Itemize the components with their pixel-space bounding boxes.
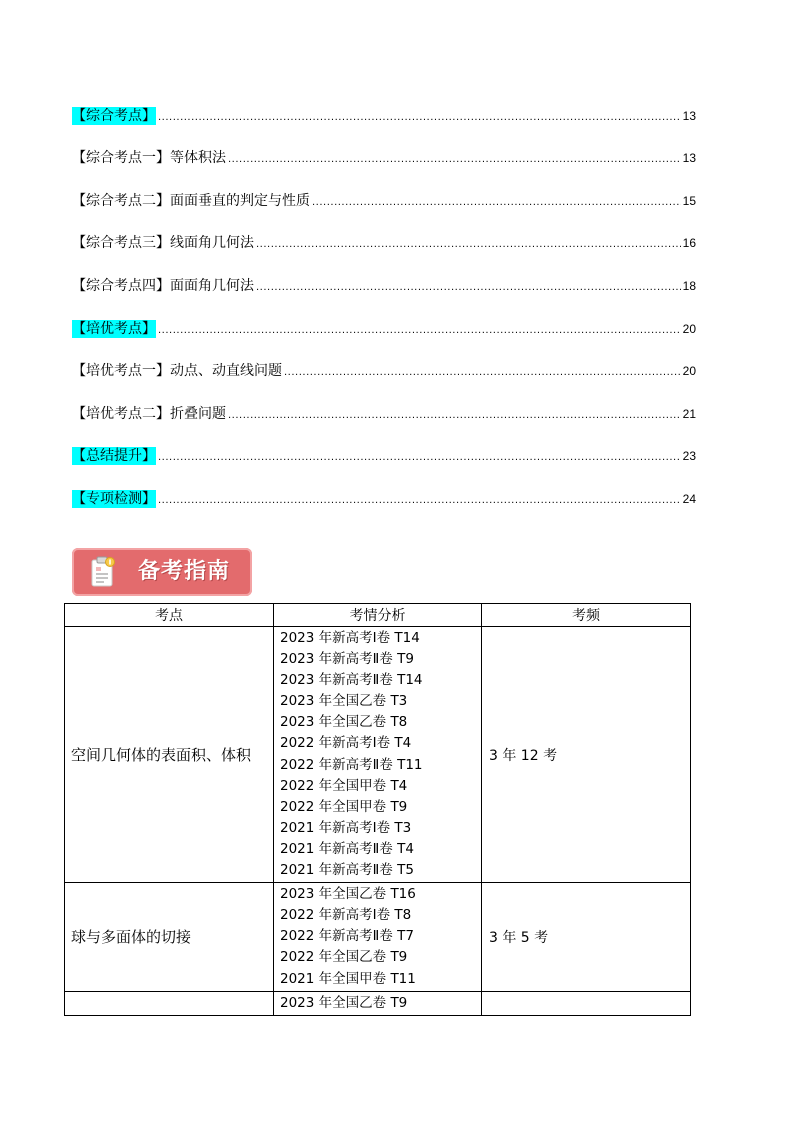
analysis-item: 2021 年新高考Ⅰ卷 T3 — [280, 819, 412, 836]
toc-entry-page: 24 — [682, 491, 696, 506]
toc-entry-page: 23 — [682, 449, 696, 464]
toc-leader-dots — [158, 111, 681, 125]
toc-entry-label[interactable]: 【综合考点四】面面角几何法 — [72, 277, 254, 294]
table-row — [65, 883, 691, 991]
toc-leader-dots — [228, 153, 681, 167]
topic-cell: 空间几何体的表面积、体积 — [65, 627, 274, 883]
analysis-item: 2022 年全国甲卷 T9 — [280, 798, 408, 815]
toc-entry[interactable] — [72, 477, 696, 520]
toc-entry-label[interactable]: 【专项检测】 — [72, 490, 156, 507]
toc-entry[interactable] — [72, 350, 696, 393]
toc-entry[interactable] — [72, 179, 696, 222]
toc-entry[interactable] — [72, 435, 696, 478]
analysis-item: 2022 年新高考Ⅱ卷 T7 — [280, 928, 414, 945]
toc-entry[interactable] — [72, 264, 696, 307]
banner-title: 备考指南 — [138, 559, 231, 584]
section-banner — [72, 548, 252, 596]
analysis-item: 2023 年新高考Ⅱ卷 T14 — [280, 672, 423, 689]
toc-entry-page: 18 — [682, 278, 696, 293]
analysis-item: 2021 年新高考Ⅱ卷 T4 — [280, 840, 414, 857]
toc-leader-dots — [228, 409, 681, 423]
table-header-row — [65, 604, 691, 627]
toc-entry-page: 20 — [682, 364, 696, 379]
analysis-item: 2022 年全国甲卷 T4 — [280, 777, 408, 794]
toc-leader-dots — [158, 451, 681, 465]
toc-entry[interactable] — [72, 222, 696, 265]
toc-entry[interactable] — [72, 307, 696, 350]
toc-entry-label[interactable]: 【综合考点】 — [72, 107, 156, 124]
toc-entry-label[interactable]: 【综合考点一】等体积法 — [72, 150, 226, 167]
toc-leader-dots — [158, 494, 681, 508]
analysis-item: 2023 年全国乙卷 T16 — [280, 886, 416, 903]
header-topic: 考点 — [65, 604, 274, 627]
topic-cell — [65, 991, 274, 1015]
clipboard-icon — [90, 556, 116, 588]
analysis-item: 2023 年全国乙卷 T3 — [280, 693, 408, 710]
toc-entry-label[interactable]: 【总结提升】 — [72, 448, 156, 465]
toc-entry-label[interactable]: 【培优考点一】动点、动直线问题 — [72, 363, 282, 380]
frequency-cell: 3 年 5 考 — [482, 883, 691, 991]
toc-entry-page: 16 — [682, 236, 696, 251]
toc-entry[interactable] — [72, 137, 696, 180]
toc-entry[interactable] — [72, 392, 696, 435]
analysis-item: 2022 年全国乙卷 T9 — [280, 949, 408, 966]
toc-leader-dots — [256, 238, 681, 252]
toc-entry-page: 13 — [682, 151, 696, 166]
analysis-cell — [274, 627, 482, 883]
analysis-item: 2023 年全国乙卷 T8 — [280, 714, 408, 731]
topic-cell: 球与多面体的切接 — [65, 883, 274, 991]
toc-entry-label[interactable]: 【培优考点二】折叠问题 — [72, 405, 226, 422]
analysis-item: 2022 年新高考Ⅰ卷 T4 — [280, 735, 412, 752]
table-of-contents — [72, 94, 696, 520]
toc-entry-label[interactable]: 【培优考点】 — [72, 320, 156, 337]
toc-entry-page: 15 — [682, 193, 696, 208]
analysis-item: 2023 年新高考Ⅱ卷 T9 — [280, 651, 414, 668]
analysis-item: 2022 年新高考Ⅱ卷 T11 — [280, 756, 423, 773]
analysis-item: 2021 年新高考Ⅱ卷 T5 — [280, 862, 414, 879]
toc-entry-page: 13 — [682, 108, 696, 123]
header-frequency: 考频 — [482, 604, 691, 627]
toc-leader-dots — [158, 324, 681, 338]
frequency-cell: 3 年 12 考 — [482, 627, 691, 883]
exam-analysis-table — [64, 603, 691, 1016]
toc-leader-dots — [256, 281, 681, 295]
toc-entry[interactable] — [72, 94, 696, 137]
table-row — [65, 991, 691, 1015]
analysis-item: 2021 年全国甲卷 T11 — [280, 970, 416, 987]
toc-leader-dots — [284, 366, 681, 380]
toc-leader-dots — [312, 196, 681, 210]
toc-entry-page: 20 — [682, 321, 696, 336]
frequency-cell — [482, 991, 691, 1015]
analysis-cell — [274, 991, 482, 1015]
analysis-cell — [274, 883, 482, 991]
toc-entry-page: 21 — [682, 406, 696, 421]
toc-entry-label[interactable]: 【综合考点三】线面角几何法 — [72, 235, 254, 252]
table-row — [65, 627, 691, 883]
analysis-item: 2023 年全国乙卷 T9 — [280, 994, 408, 1011]
header-analysis: 考情分析 — [274, 604, 482, 627]
analysis-item: 2023 年新高考Ⅰ卷 T14 — [280, 630, 420, 646]
analysis-item: 2022 年新高考Ⅰ卷 T8 — [280, 907, 412, 924]
toc-entry-label[interactable]: 【综合考点二】面面垂直的判定与性质 — [72, 192, 310, 209]
